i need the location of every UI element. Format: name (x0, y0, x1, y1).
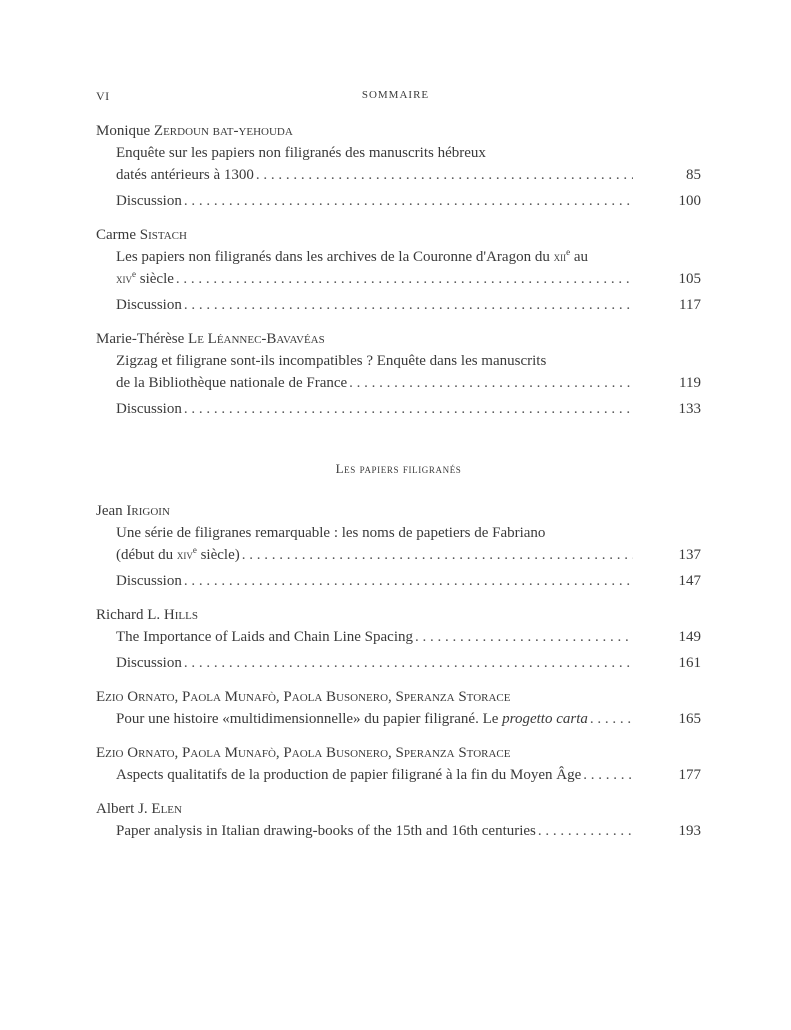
entry-authors: Ezio Ornato, Paola Munafò, Paola Busonero, Speranza Storace (96, 689, 511, 705)
page-number: 119 (679, 375, 701, 391)
entry-title-last-line[interactable]: xiv$^e$ siècle . . . 105 (96, 268, 701, 290)
entry-title-last-line[interactable]: Aspects qualitatifs de la production de papier filigrané à la fin du Moyen Âge . . . 177 (96, 764, 701, 786)
discussion-line[interactable]: Discussion . . . 133 (96, 398, 701, 420)
entry-title-last-line[interactable]: de la Bibliothèque nationale de France . . . 119 (96, 372, 701, 394)
entry-title: Les papiers non filigranés dans les archives de la Couronne d'Aragon du xii$^e$ au (116, 247, 588, 265)
entry-title-last-line[interactable]: (début du xiv$^e$ siècle) . . . 137 (96, 544, 701, 566)
dot-leader (583, 764, 633, 786)
entry-author: Monique Zerdoun bat-yehouda (96, 123, 293, 139)
toc-entry (96, 686, 701, 730)
toc-entry (96, 742, 701, 786)
dot-leader (349, 372, 633, 394)
dot-leader (256, 164, 633, 186)
toc-entry (96, 604, 701, 674)
page-number: 149 (678, 629, 701, 645)
entry-title: Enquête sur les papiers non filigranés des manuscrits hébreux (116, 145, 486, 161)
dot-leader (184, 398, 633, 420)
entry-title: Zigzag et filigrane sont-ils incompatibles ? Enquête dans les manuscrits (116, 353, 547, 369)
page-number: 117 (679, 297, 701, 313)
page-number: 177 (678, 767, 701, 783)
entry-author: Albert J. Elen (96, 801, 182, 817)
page-number: 100 (678, 193, 701, 209)
page-number: 133 (678, 401, 701, 417)
dot-leader (242, 544, 633, 566)
page-number: 165 (678, 711, 701, 727)
page-number: 85 (686, 167, 701, 183)
entry-title-last-line[interactable]: The Importance of Laids and Chain Line Spacing . . . 149 (96, 626, 701, 648)
discussion-line[interactable]: Discussion . . . 161 (96, 652, 701, 674)
page-number: 147 (678, 573, 701, 589)
toc-entry (96, 224, 701, 316)
page-folio: VI (96, 89, 110, 103)
toc-entry (96, 120, 701, 212)
entry-author: Marie-Thérèse Le Léannec-Bavavéas (96, 331, 325, 347)
table-of-contents (96, 120, 701, 854)
entry-title-last-line[interactable]: datés antérieurs à 1300 . . . 85 (96, 164, 701, 186)
toc-entry (96, 500, 701, 592)
dot-leader (184, 652, 633, 674)
entry-title-last-line[interactable]: Pour une histoire «multidimensionnelle» du papier filigrané. Le progetto carta . . . 165 (96, 708, 701, 730)
page-number: 137 (678, 547, 701, 563)
dot-leader (415, 626, 633, 648)
entry-title-last-line[interactable]: Paper analysis in Italian drawing-books of the 15th and 16th centuries . . . 193 (96, 820, 701, 842)
dot-leader (538, 820, 633, 842)
toc-entry (96, 328, 701, 420)
entry-authors: Ezio Ornato, Paola Munafò, Paola Busonero, Speranza Storace (96, 745, 511, 761)
entry-author: Richard L. Hills (96, 607, 198, 623)
discussion-line[interactable]: Discussion . . . 147 (96, 570, 701, 592)
page-number: 105 (678, 271, 701, 287)
running-head (96, 89, 695, 107)
discussion-line[interactable]: Discussion . . . 100 (96, 190, 701, 212)
page-number: 193 (678, 823, 701, 839)
dot-leader (184, 570, 633, 592)
running-title: SOMMAIRE (361, 89, 430, 101)
dot-leader (590, 708, 633, 730)
page-number: 161 (678, 655, 701, 671)
entry-title: Une série de filigranes remarquable : les noms de papetiers de Fabriano (116, 525, 546, 541)
dot-leader (184, 190, 633, 212)
discussion-line[interactable]: Discussion . . . 117 (96, 294, 701, 316)
entry-author: Jean Irigoin (96, 503, 170, 519)
dot-leader (176, 268, 633, 290)
dot-leader (184, 294, 633, 316)
section-heading: Les papiers filigranés (335, 461, 462, 476)
entry-author: Carme Sistach (96, 227, 187, 243)
toc-entry (96, 798, 701, 842)
